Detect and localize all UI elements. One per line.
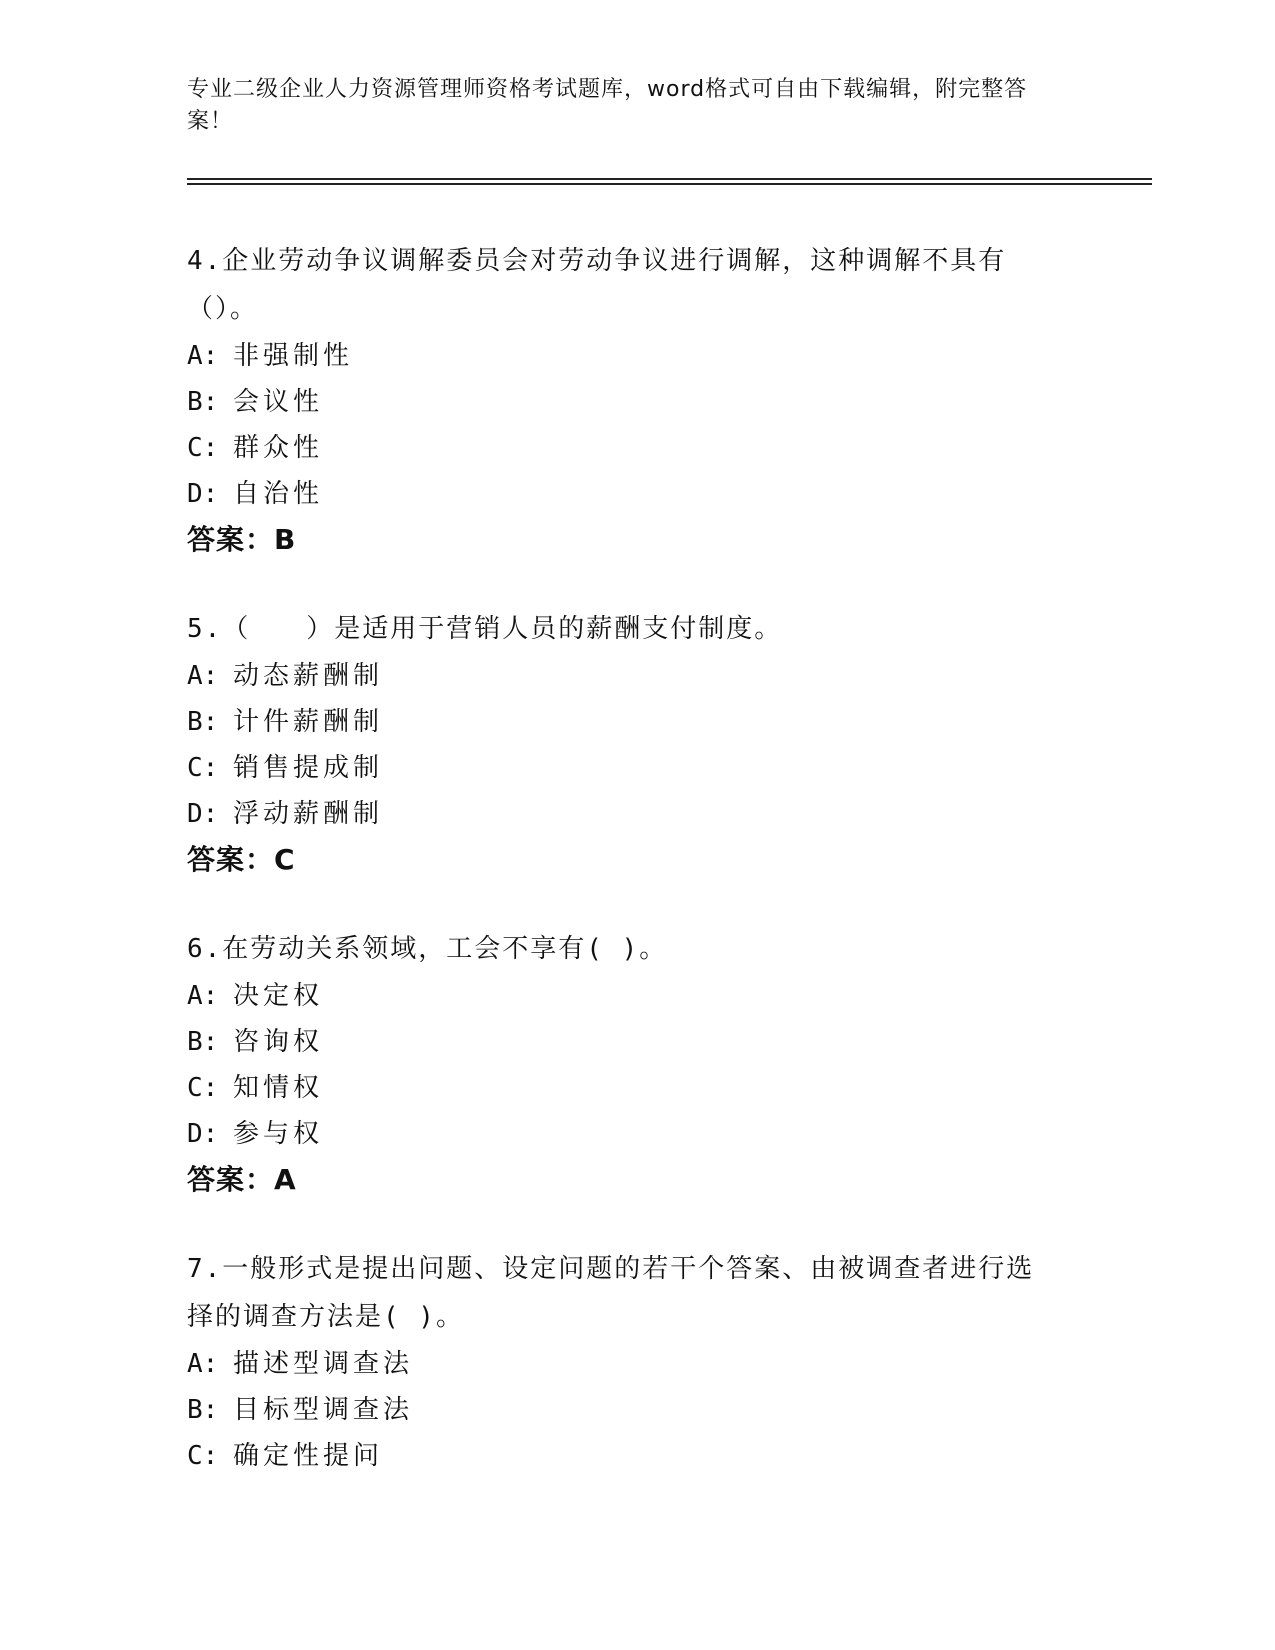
option-key: B: <box>187 1027 219 1057</box>
answer-line: 答案：B <box>187 523 297 556</box>
option-text: 非强制性 <box>233 341 354 371</box>
option-key: D: <box>187 799 219 829</box>
option-key: A: <box>187 661 219 691</box>
question-stem: 5.（ ）是适用于营销人员的薪酬支付制度。 <box>187 614 783 644</box>
option-text: 决定权 <box>233 981 324 1011</box>
option-b <box>187 1019 1087 1065</box>
option-text: 咨询权 <box>233 1027 324 1057</box>
option-key: C: <box>187 433 219 463</box>
option-text: 会议性 <box>233 387 324 417</box>
question-stem: 6.在劳动关系领域，工会不享有( )。 <box>187 934 668 964</box>
option-key: C: <box>187 1073 219 1103</box>
option-text: 计件薪酬制 <box>233 707 384 737</box>
option-b <box>187 1387 1087 1433</box>
answer-line: 答案：C <box>187 843 296 876</box>
option-key: A: <box>187 1349 219 1379</box>
header-rule-bottom <box>187 183 1152 185</box>
option-c <box>187 1065 1087 1111</box>
option-key: B: <box>187 707 219 737</box>
option-a <box>187 333 1087 379</box>
option-key: C: <box>187 753 219 783</box>
option-text: 浮动薪酬制 <box>233 799 384 829</box>
question-stem: 4.企业劳动争议调解委员会对劳动争议进行调解，这种调解不具有（）。 <box>187 246 1007 324</box>
header-rule-top <box>187 178 1152 180</box>
option-key: B: <box>187 1395 219 1425</box>
option-c <box>187 745 1087 791</box>
option-text: 参与权 <box>233 1119 324 1149</box>
option-key: D: <box>187 479 219 509</box>
question-7 <box>187 1245 1087 1479</box>
option-d <box>187 1111 1087 1157</box>
option-a <box>187 1341 1087 1387</box>
question-6 <box>187 925 1087 1203</box>
option-text: 群众性 <box>233 433 324 463</box>
answer-line: 答案：A <box>187 1163 297 1196</box>
option-d <box>187 791 1087 837</box>
question-stem: 7.一般形式是提出问题、设定问题的若干个答案、由被调查者进行选择的调查方法是( )。 <box>187 1254 1035 1332</box>
option-b <box>187 699 1087 745</box>
option-key: A: <box>187 341 219 371</box>
option-c <box>187 425 1087 471</box>
question-4 <box>187 237 1087 563</box>
option-a <box>187 653 1087 699</box>
option-text: 自治性 <box>233 479 324 509</box>
option-d <box>187 471 1087 517</box>
option-text: 描述型调查法 <box>233 1349 414 1379</box>
document-header: 专业二级企业人力资源管理师资格考试题库，word格式可自由下载编辑，附完整答案！ <box>187 77 1028 134</box>
option-text: 动态薪酬制 <box>233 661 384 691</box>
option-c <box>187 1433 1087 1479</box>
option-key: A: <box>187 981 219 1011</box>
option-key: B: <box>187 387 219 417</box>
option-text: 知情权 <box>233 1073 324 1103</box>
option-a <box>187 973 1087 1019</box>
question-list <box>187 237 1087 1521</box>
option-text: 目标型调查法 <box>233 1395 414 1425</box>
option-b <box>187 379 1087 425</box>
option-key: D: <box>187 1119 219 1149</box>
option-key: C: <box>187 1441 219 1471</box>
option-text: 确定性提问 <box>233 1441 384 1471</box>
option-text: 销售提成制 <box>233 753 384 783</box>
question-5 <box>187 605 1087 883</box>
